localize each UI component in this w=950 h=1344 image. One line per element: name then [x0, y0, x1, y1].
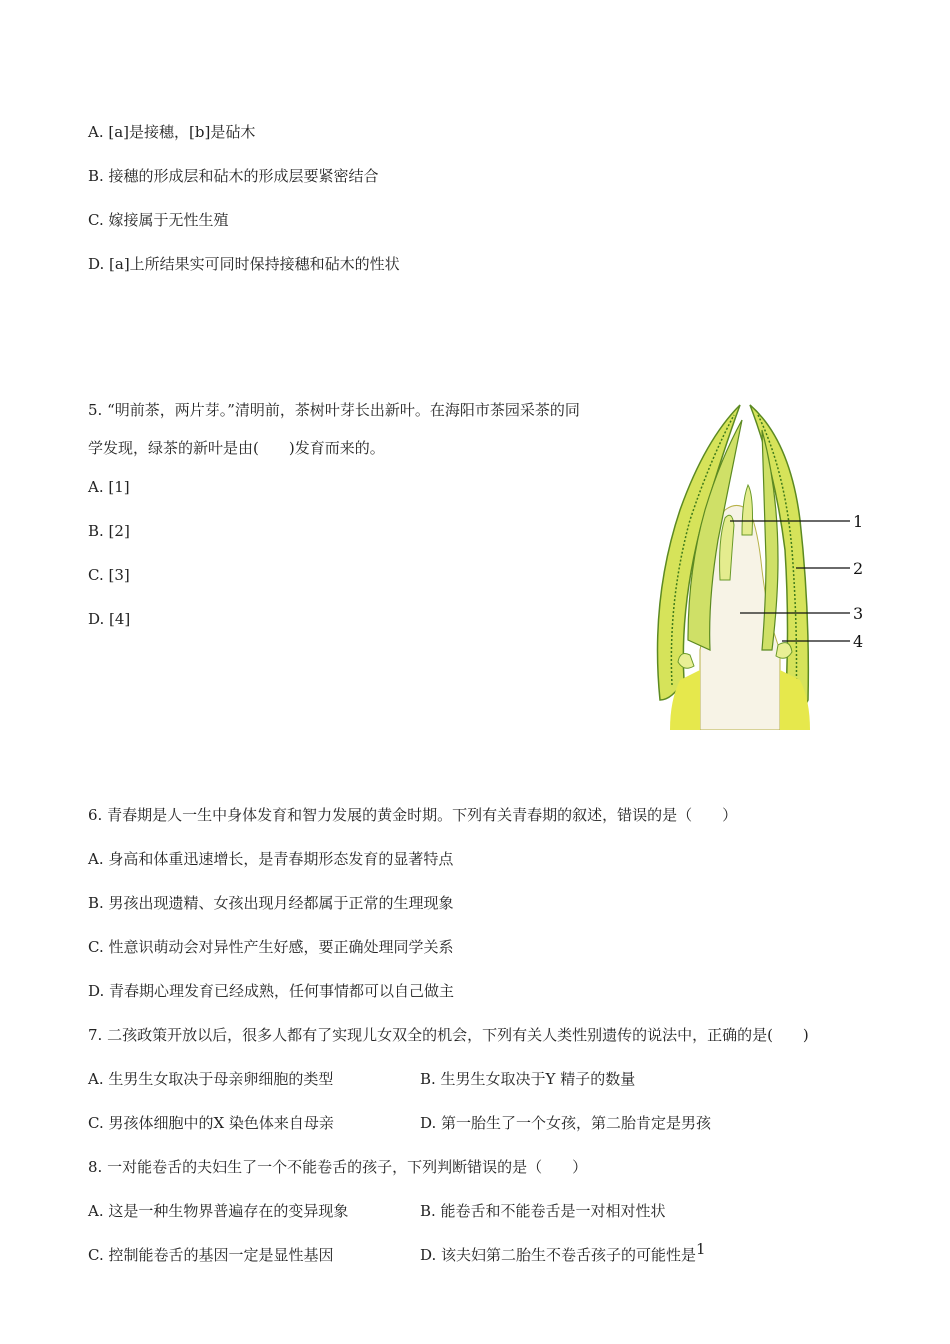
q5-stem-line1: 5. “明前茶，两片芽。”清明前，茶树叶芽长出新叶。在海阳市茶园采茶的同 — [88, 401, 580, 419]
q7-option-b: B. 生男生女取决于Y 精子的数量 — [420, 1070, 636, 1088]
q7-option-d: D. 第一胎生了一个女孩，第二胎肯定是男孩 — [420, 1114, 712, 1132]
q5-option-c: C. [3] — [88, 566, 130, 584]
figure-label-3: 3 — [853, 604, 864, 623]
q4-option-c: C. 嫁接属于无性生殖 — [88, 211, 229, 229]
bud-primordium-right — [776, 643, 792, 659]
q8-option-d-text: D. 该夫妇第二胎生不卷舌孩子的可能性是 — [420, 1246, 697, 1264]
q4-option-b: B. 接穗的形成层和砧木的形成层要紧密结合 — [88, 167, 379, 185]
q8-option-d — [420, 1240, 706, 1265]
figure-label-2: 2 — [853, 559, 864, 578]
q7-option-c: C. 男孩体细胞中的X 染色体来自母亲 — [88, 1114, 334, 1132]
q8-option-d-fraction: 1 — [696, 1240, 706, 1258]
q8-stem: 8. 一对能卷舌的夫妇生了一个不能卷舌的孩子，下列判断错误的是（ ） — [88, 1158, 588, 1176]
q5-option-d: D. [4] — [88, 610, 131, 628]
q6-option-d: D. 青春期心理发育已经成熟，任何事情都可以自己做主 — [88, 982, 455, 1000]
q5-stem-line2: 学发现，绿茶的新叶是由( )发育而来的。 — [88, 439, 385, 457]
q8-option-c: C. 控制能卷舌的基因一定是显性基因 — [88, 1246, 334, 1264]
q6-stem: 6. 青春期是人一生中身体发育和智力发展的黄金时期。下列有关青春期的叙述，错误的是（ ） — [88, 806, 738, 824]
q7-option-a: A. 生男生女取决于母亲卵细胞的类型 — [88, 1070, 334, 1088]
figure-label-4: 4 — [853, 632, 864, 651]
q6-option-c: C. 性意识萌动会对异性产生好感，要正确处理同学关系 — [88, 938, 454, 956]
q6-option-a: A. 身高和体重迅速增长，是青春期形态发育的显著特点 — [88, 850, 454, 868]
q5-option-a: A. [1] — [88, 478, 130, 496]
figure-label-1: 1 — [853, 512, 864, 531]
q8-option-a: A. 这是一种生物界普遍存在的变异现象 — [88, 1202, 349, 1220]
q4-option-d: D. [a]上所结果实可同时保持接穗和砧木的性状 — [88, 255, 400, 273]
q7-stem: 7. 二孩政策开放以后，很多人都有了实现儿女双全的机会，下列有关人类性别遗传的说法中，正确的是( ) — [88, 1026, 809, 1044]
leaf-bud-diagram — [650, 400, 880, 730]
q8-option-b: B. 能卷舌和不能卷舌是一对相对性状 — [420, 1202, 666, 1220]
young-leaf-center — [742, 485, 753, 535]
q5-option-b: B. [2] — [88, 522, 130, 540]
q6-option-b: B. 男孩出现遗精、女孩出现月经都属于正常的生理现象 — [88, 894, 454, 912]
q4-option-a: A. [a]是接穗，[b]是砧木 — [88, 123, 256, 141]
